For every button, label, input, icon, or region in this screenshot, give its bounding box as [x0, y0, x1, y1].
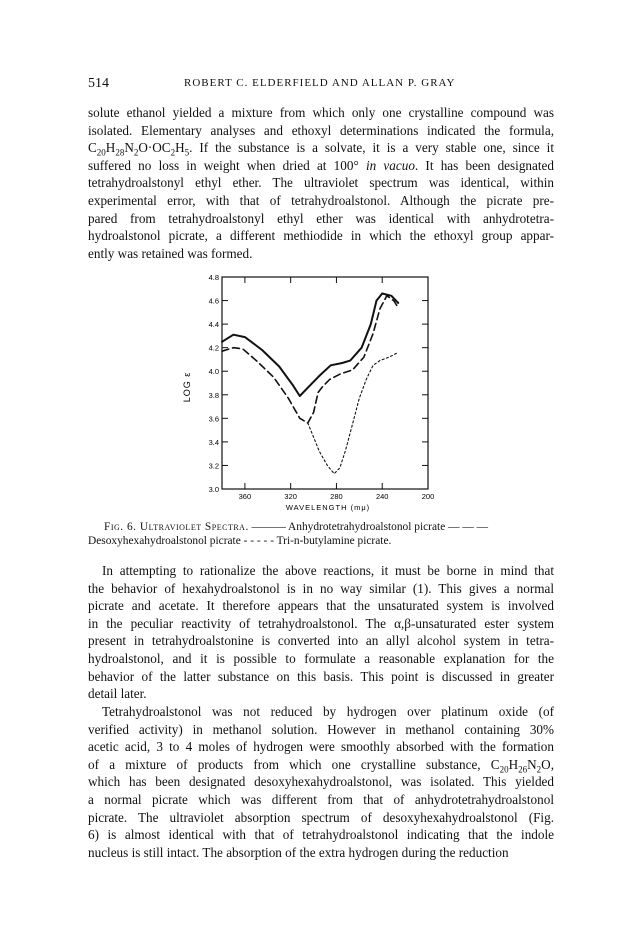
text-line: suffered no loss in weight when dried at 100° in vacuo. It has been designated [88, 157, 554, 173]
x-tick-label: 240 [375, 492, 389, 501]
paragraph-1 [88, 104, 554, 262]
caption-legend-2: Desoxyhexahydroalstonol picrate - - - - - Tri-n-butylamine picrate. [88, 535, 392, 547]
uv-spectra-figure [170, 265, 460, 515]
x-tick-label: 280 [330, 492, 343, 501]
x-tick-label: 360 [238, 492, 252, 501]
y-axis-label: LOG ε [182, 371, 192, 403]
uv-spectra-chart [170, 265, 460, 515]
series-line-1 [222, 294, 398, 397]
y-tick-label: 3.4 [208, 437, 219, 447]
text-line: hydroalstonol picrate, a different methiodide in which the ethoxyl group appar- [88, 228, 554, 244]
y-tick-label: 4.0 [208, 367, 219, 377]
y-tick-label: 3.6 [208, 414, 219, 424]
y-tick-label: 3.8 [208, 390, 219, 400]
text-line: ently was retained was formed. [88, 245, 253, 261]
y-tick-label: 3.0 [208, 485, 219, 494]
text-line: which has been designated desoxyhexahydroalstonol, was isolated. This yielded [88, 774, 554, 790]
text-line: behavior of the latter substance on this basis. This point is discussed in greater [88, 668, 554, 684]
series-line-2 [222, 296, 398, 423]
text-line: picrate and acetate. It therefore appears that the unsaturated system is involved [88, 598, 554, 614]
text-line: hydroalstonol, and it is possible to formulate a reasonable explanation for the [88, 650, 554, 666]
paragraph-3 [88, 703, 554, 861]
plot-frame [222, 277, 428, 489]
figure-caption [88, 520, 554, 548]
text-line: picrate. The ultraviolet absorption spectrum of desoxyhexahydroalstonol (Fig. [88, 809, 554, 825]
text-line: of a mixture of products from which one crystalline substance, $C_{20}H_{26}N_2O$, [88, 756, 554, 775]
text-line: the behavior of hexahydroalstonol is in no way similar (1). This gives a normal [88, 580, 554, 596]
y-tick-label: 4.8 [208, 273, 219, 282]
text-line: present in tetrahydroalstonine is converted into an allyl alcohol system in tetra- [88, 633, 554, 649]
caption-legend-1: ——— Anhydrotetrahydroalstonol picrate — — — [251, 521, 488, 533]
text-line: verified activity) in methanol solution. However in methanol containing 30% [88, 721, 554, 737]
text-line: a normal picrate which was different from that of anhydrotetrahydroalstonol [88, 791, 554, 807]
text-line: In attempting to rationalize the above reactions, it must be borne in mind that [102, 563, 554, 578]
text-line: 6) is almost identical with that of tetrahydroalstonol indicating that the indole [88, 827, 554, 843]
x-tick-label: 320 [284, 492, 297, 501]
text-line: nucleus is still intact. The absorption of the extra hydrogen during the reduction [88, 844, 509, 860]
y-tick-label: 4.2 [208, 343, 219, 353]
y-tick-label: 4.4 [208, 320, 219, 330]
text-line: Tetrahydroalstonol was not reduced by hydrogen over platinum oxide (of [102, 704, 554, 719]
text-line: isolated. Elementary analyses and ethoxyl determinations indicated the formula, [88, 122, 554, 138]
page-header [88, 76, 554, 94]
text-line: pared from tetrahydroalstonyl ethyl ether was identical with anhydrotetra- [88, 210, 554, 226]
caption-label: Fig. 6. Ultraviolet Spectra. [104, 521, 249, 533]
series-line-3 [308, 352, 398, 473]
text-line: in the peculiar reactivity of tetrahydroalstonol. The α,β-unsaturated ester system [88, 615, 554, 631]
text-line: detail later. [88, 686, 147, 702]
text-line: acetic acid, 3 to 4 moles of hydrogen were smoothly absorbed with the formation [88, 739, 554, 755]
y-tick-label: 3.2 [208, 461, 219, 471]
text-line: solute ethanol yielded a mixture from which only one crystalline compound was [88, 105, 554, 120]
text-line: experimental error, with that of tetrahydroalstonol. Although the picrate pre- [88, 192, 554, 208]
text-line: $C_{20}H_{28}N_2O\cdot OC_2H_5$. If the substance is a solvate, it is a very stable one, since it [88, 140, 554, 158]
paragraph-2 [88, 562, 554, 703]
x-axis-label: WAVELENGTH (mμ) [285, 503, 371, 512]
y-tick-label: 4.6 [208, 296, 219, 306]
x-tick-label: 200 [421, 492, 435, 501]
page-number: 514 [88, 76, 109, 91]
text-line: tetrahydroalstonyl ethyl ether. The ultraviolet spectrum was identical, within [88, 175, 554, 191]
running-title: ROBERT C. ELDERFIELD AND ALLAN P. GRAY [184, 77, 456, 89]
